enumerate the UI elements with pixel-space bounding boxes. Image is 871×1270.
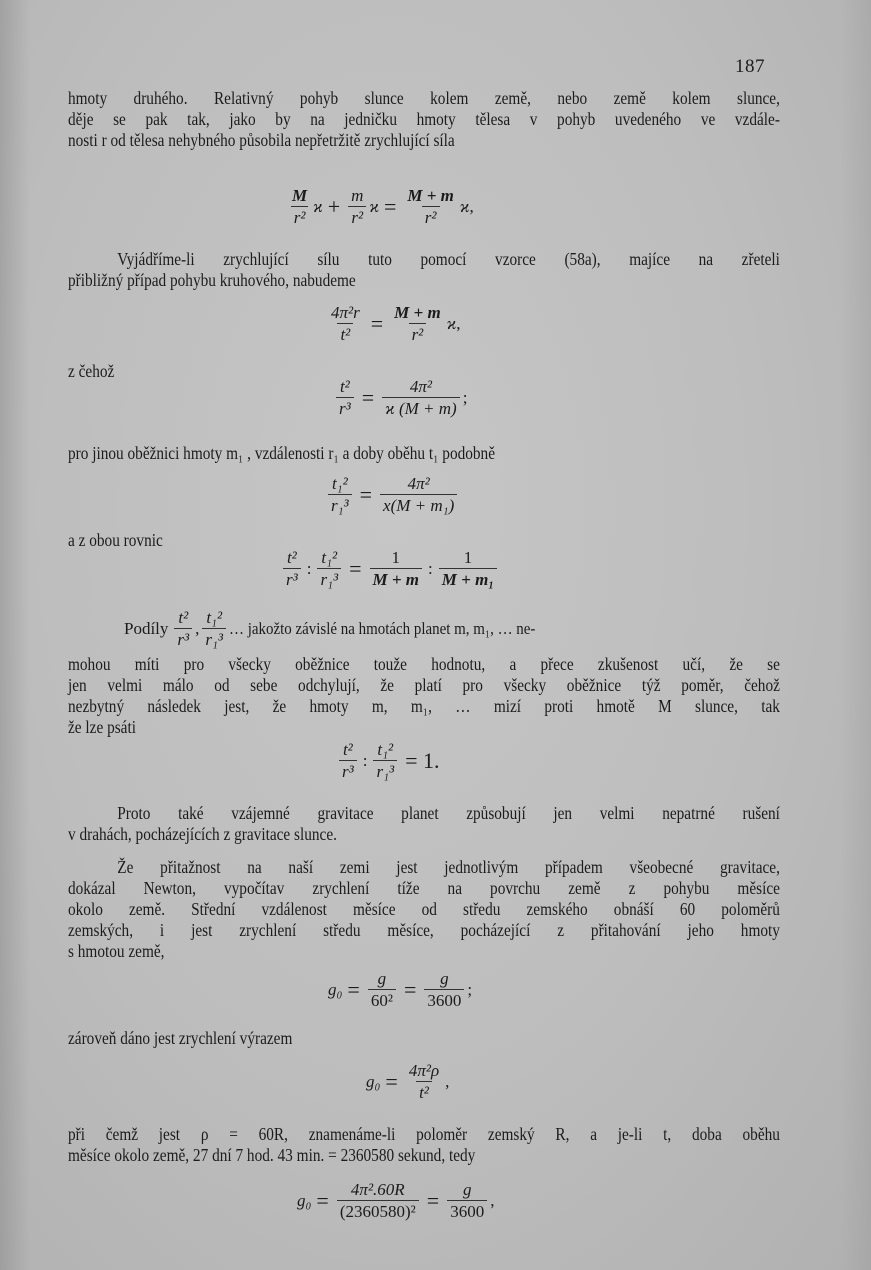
text-line: mohou míti pro všecky oběžnice touže hodnotu, a přece zkušenost učí, že se xyxy=(68,654,780,674)
equation-1: $\frac{M}{\text{r²}}$ ϰ + $\frac{m}{\text{r²}}$ ϰ = $\frac{M + m}{\text{r²}}$ ϰ , xyxy=(292,186,474,227)
equation-3: $\frac{\text{t²}}{\text{r³}}$ = $\frac{\text{4π²}}{ϰ (M + m)}$ ; xyxy=(333,377,467,418)
text-line: nezbytný následek jest, že hmoty m, m₁, … mizí proti hmotě M slunce, tak xyxy=(68,696,780,716)
text-line: dokázal Newton, vypočítav zrychlení tíže na povrchu země z pohybu měsíce xyxy=(68,878,780,898)
equation-7: g₀ = $\frac{g}{\text{60²}}$ = $\frac{g}{3600}$ ; xyxy=(328,969,473,1010)
text-z-cehoz: z čehož xyxy=(68,361,115,381)
text-line: při čemž jest ρ = 60R, znamenáme-li poloměr zemský R, a je-li t, doba oběhu xyxy=(68,1124,780,1144)
text-line: zároveň dáno jest zrychlení výrazem xyxy=(68,1028,293,1048)
text-line: jen velmi málo od sebe odchylují, že platí pro všecky oběžnice týž poměr, čehož xyxy=(68,675,780,695)
equation-8: g₀ = $\frac{\text{4π²ρ}}{\text{t²}}$ , xyxy=(366,1061,450,1102)
text-line: okolo země. Střední vzdálenost měsíce od středu zemského obnáší 60 poloměrů xyxy=(68,899,780,919)
text-line: zemských, i jest zrychlení středu měsíce, pocházející z přitahování jeho hmoty xyxy=(68,920,780,940)
text-line: děje se pak tak, jako by na jedničku hmoty tělesa v pohyb uvedeného ve vzdále- xyxy=(68,109,780,129)
text-a-z-obou-rovnic: a z obou rovnic xyxy=(68,530,163,550)
text-line: v drahách, pocházejících z gravitace slunce. xyxy=(68,824,337,844)
equation-4: $\frac{\text{t₁²}}{\text{r₁³}}$ = $\frac{\text{4π²}}{\text{x(M + m₁)}}$ xyxy=(325,474,460,515)
text-line: Vyjádříme-li zrychlující sílu tuto pomocí vzorce (58a), majíce na zřeteli xyxy=(117,249,780,269)
text-line: nosti r od tělesa nehybného působila nepřetržitě zrychlující síla xyxy=(68,130,455,150)
text-line: přibližný případ pohybu kruhového, nabudeme xyxy=(68,270,356,290)
page-number: 187 xyxy=(735,56,765,77)
text-line: měsíce okolo země, 27 dní 7 hod. 43 min. = 2360580 sekund, tedy xyxy=(68,1145,476,1165)
text-line: že lze psáti xyxy=(68,717,136,737)
text-line: Že přitažnost na naší zemi jest jednotlivým případem všeobecné gravitace, xyxy=(117,857,780,877)
equation-6: $\frac{\text{t²}}{\text{r³}}$ : $\frac{\text{t₁²}}{\text{r₁³}}$ = 1. xyxy=(336,740,445,781)
text-line: s hmotou země, xyxy=(68,941,165,961)
equation-5: $\frac{\text{t²}}{\text{r³}}$ : $\frac{\text{t₁²}}{\text{r₁³}}$ = $\frac{1}{M + m}$ : $\frac{1}{\text{M + m₁}}$ xyxy=(280,548,500,589)
text-line: Proto také vzájemné gravitace planet způsobují jen velmi nepatrné rušení xyxy=(117,803,780,823)
text-line: pro jinou oběžnici hmoty m₁ , vzdálenosti r₁ a doby oběhu t₁ podobně xyxy=(68,443,496,463)
text-line: hmoty druhého. Relativný pohyb slunce kolem země, nebo země kolem slunce, xyxy=(68,88,780,108)
podily-line: Podíly $\frac{\text{t²}}{\text{r³}}$ , $\frac{\text{t₁²}}{\text{r₁³}}$ … jakožto závislé na hmotách planet m, m₁, … ne- xyxy=(124,608,536,649)
equation-2: $\frac{\text{4π²r}}{\text{t²}}$ = $\frac{M + m}{\text{r²}}$ ϰ , xyxy=(331,303,461,344)
equation-9: g₀ = $\frac{\text{4π².60R}}{\text{(2360580)²}}$ = $\frac{g}{3600}$ , xyxy=(297,1180,495,1221)
